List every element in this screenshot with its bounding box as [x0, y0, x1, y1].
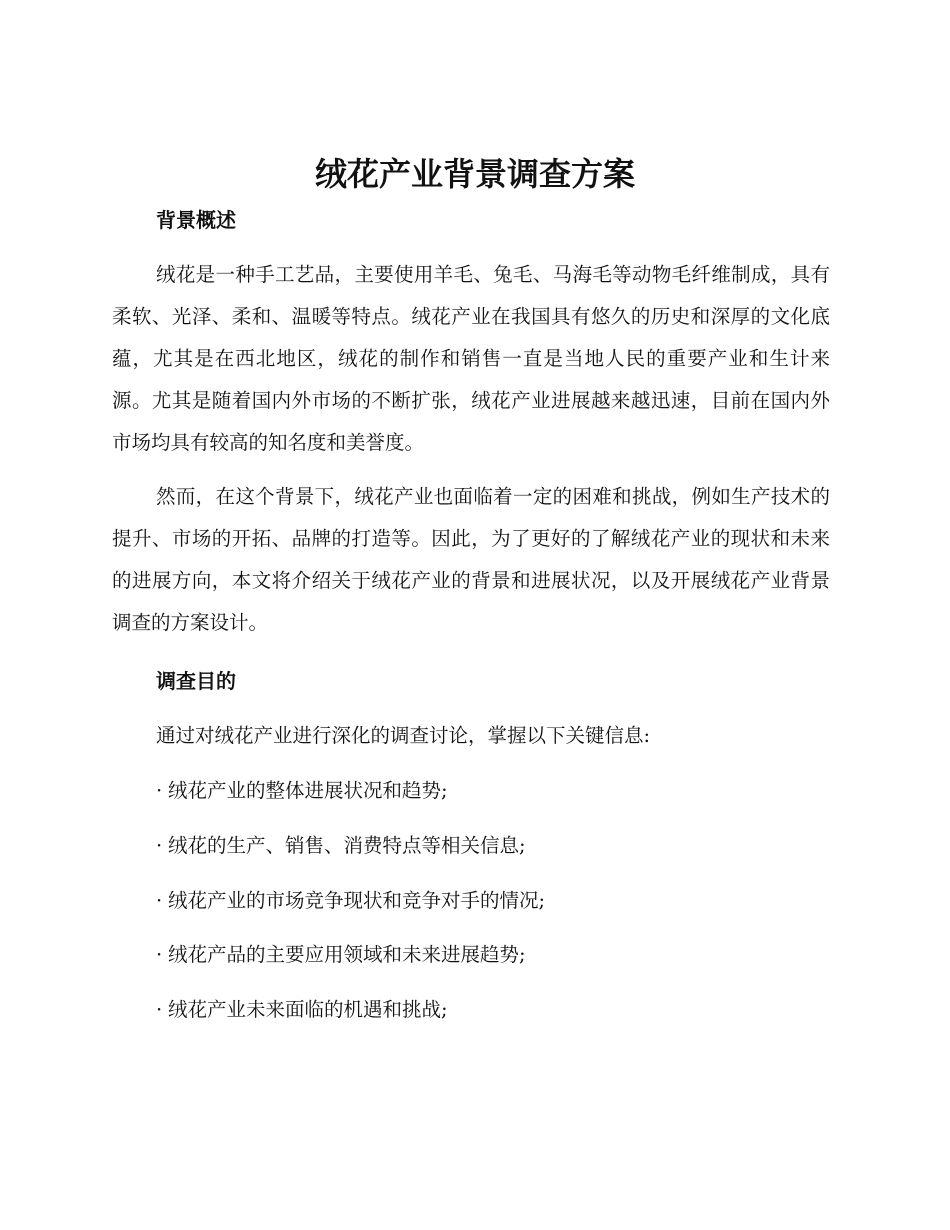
- list-item: [156, 940, 526, 970]
- list-item-text: 绒花产业未来面临的机遇和挑战;: [168, 998, 448, 1021]
- list-item: [156, 886, 545, 916]
- list-item: [156, 776, 448, 806]
- list-item-text: 绒花的生产、销售、消费特点等相关信息;: [168, 834, 526, 857]
- list-item-text: 绒花产业的整体进展状况和趋势;: [168, 779, 448, 802]
- list-item: [156, 995, 448, 1025]
- bullet-dot: ·: [156, 889, 163, 912]
- background-paragraph-2: 然而，在这个背景下，绒花产业也面临着一定的困难和挑战，例如生产技术的提升、市场的开拓、品牌的打造等。因此，为了更好的了解绒花产业的现状和未来的进展方向，本文将介绍关于绒花产业的背景和进展状况，以及开展绒花产业背景调查的方案设计。: [112, 485, 830, 634]
- bullet-dot: ·: [156, 834, 163, 857]
- bullet-dot: ·: [156, 943, 163, 966]
- list-item-text: 绒花产品的主要应用领域和未来进展趋势;: [168, 943, 526, 966]
- section-heading-purpose: 调查目的: [156, 669, 236, 693]
- list-item-text: 绒花产业的市场竞争现状和竞争对手的情况;: [168, 889, 546, 912]
- bullet-dot: ·: [156, 779, 163, 802]
- section-heading-background: 背景概述: [156, 208, 236, 232]
- background-paragraph-1: 绒花是一种手工艺品，主要使用羊毛、兔毛、马海毛等动物毛纤维制成，具有柔软、光泽、柔和、温暖等特点。绒花产业在我国具有悠久的历史和深厚的文化底蕴，尤其是在西北地区，绒花的制作和销售一直是当地人民的重要产业和生计来源。尤其是随着国内外市场的不断扩张，绒花产业进展越来越迅速，目前在国内外市场均具有较高的知名度和美誉度。: [112, 263, 830, 454]
- list-item: [156, 831, 526, 861]
- bullet-dot: ·: [156, 998, 163, 1021]
- purpose-intro: 通过对绒花产业进行深化的调查讨论，掌握以下关键信息:: [156, 724, 651, 747]
- document-title: 绒花产业背景调查方案: [314, 155, 635, 193]
